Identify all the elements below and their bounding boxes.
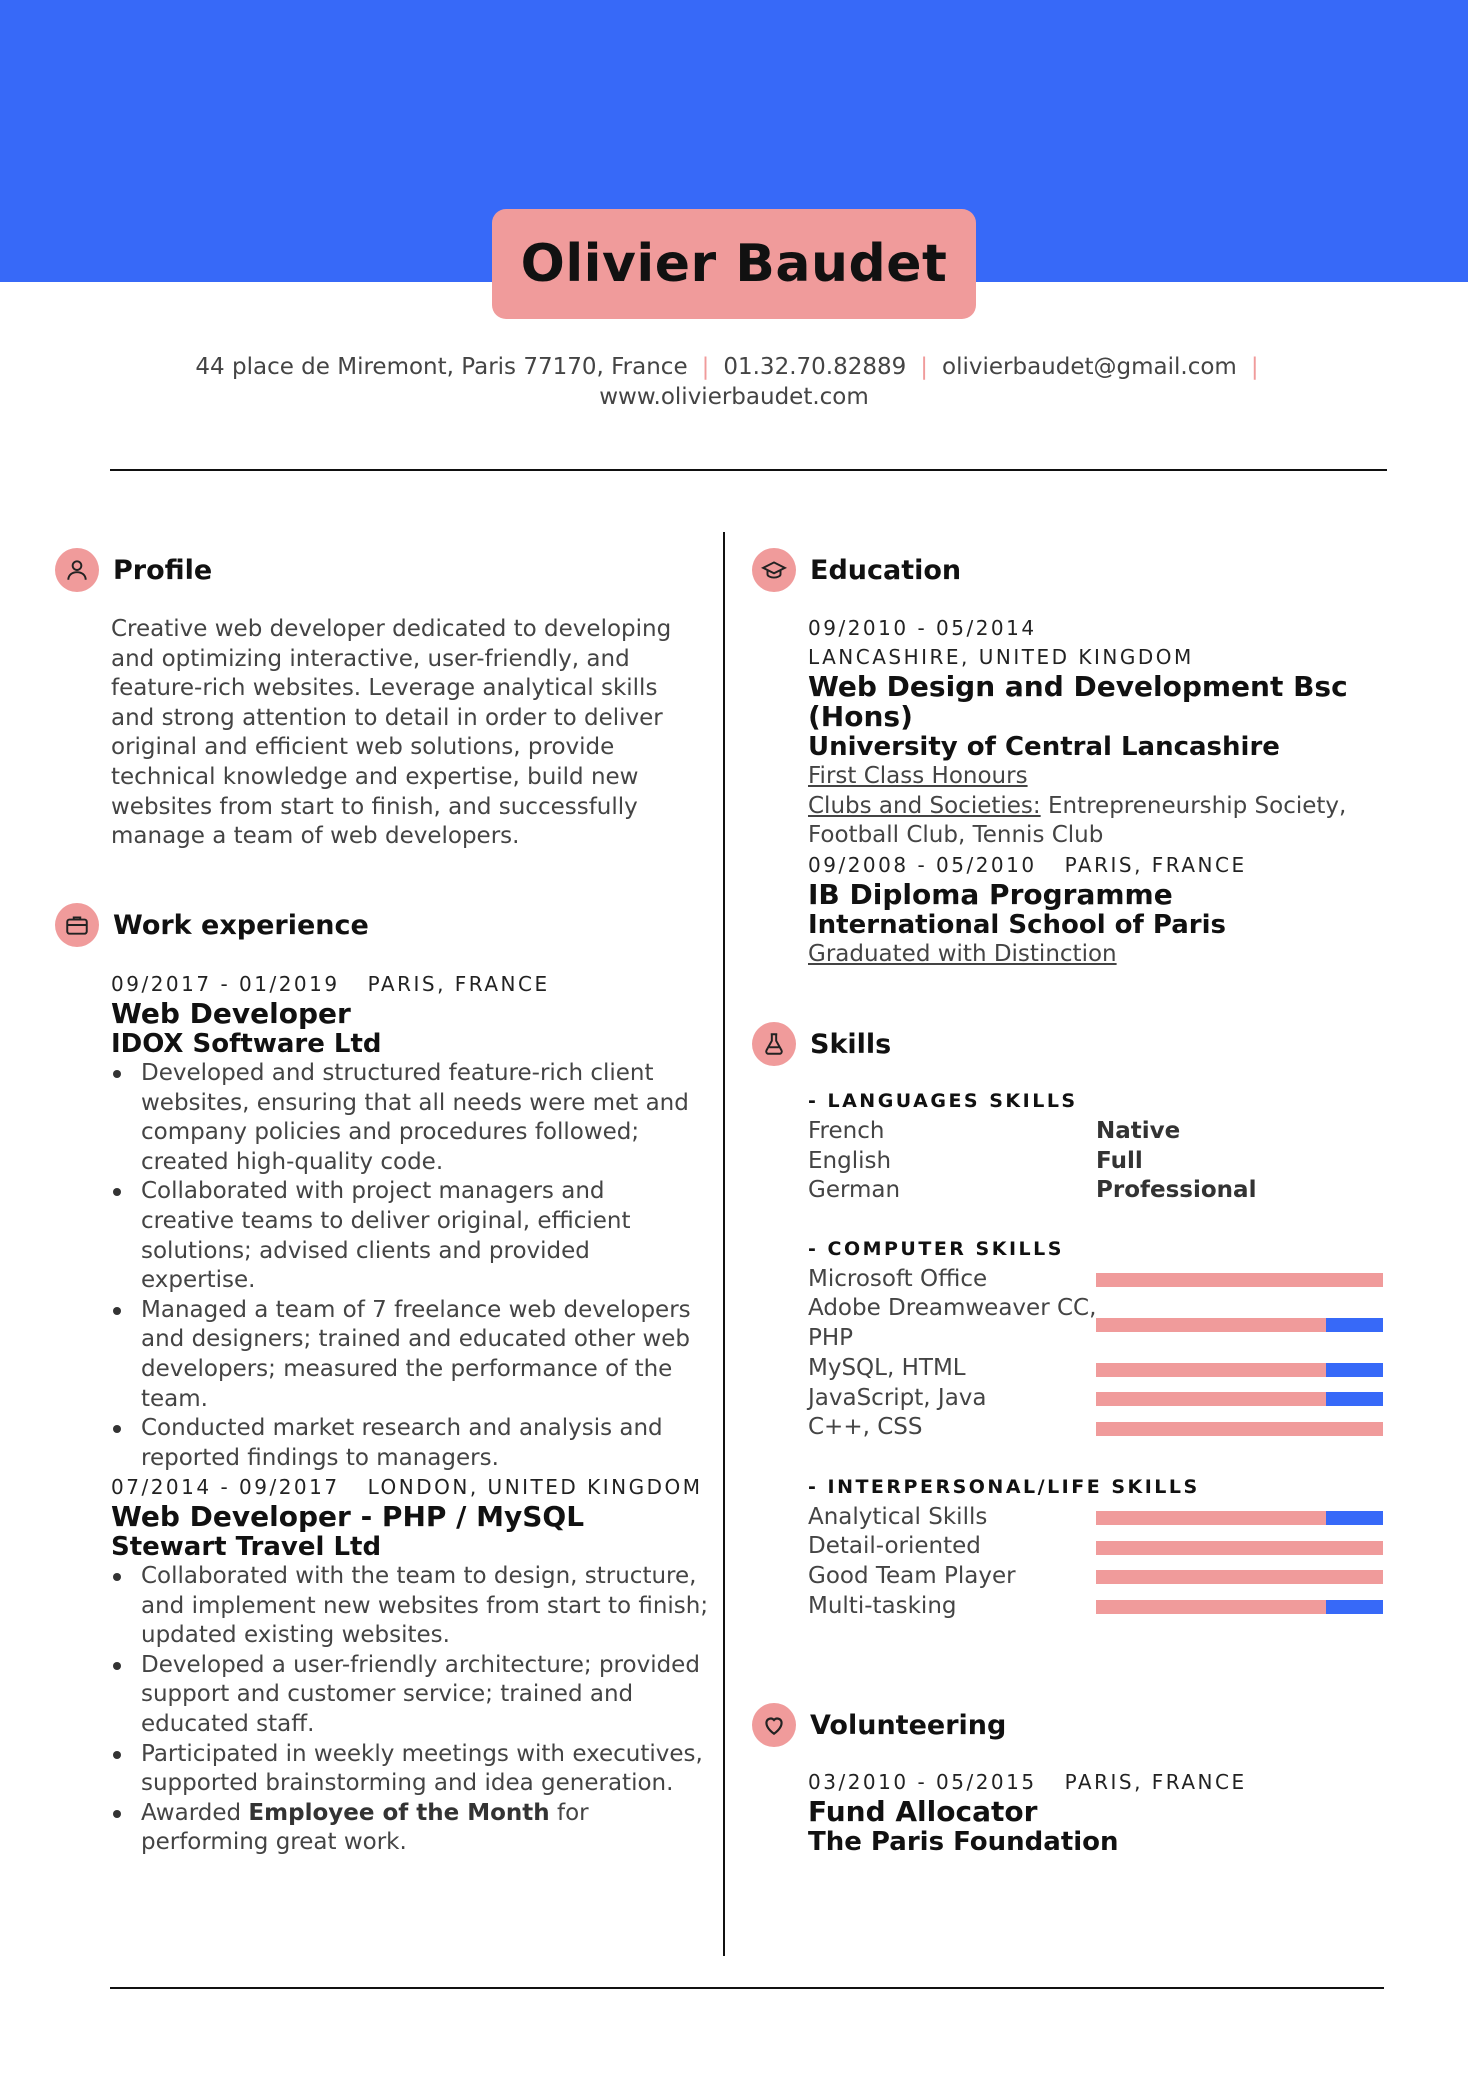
education-entry [808, 851, 1408, 970]
education-degree: Web Design and Development Bsc (Hons) [808, 670, 1348, 733]
list-item [111, 1799, 711, 1858]
language-name: French [808, 1118, 885, 1144]
list-item: Collaborated with project managers and creative teams to deliver original, efficient solutions; advised clients and provided expertise. [111, 1177, 701, 1295]
profile-summary [111, 615, 701, 852]
graduation-cap-icon [752, 548, 796, 592]
education-honours: Graduated with Distinction [808, 941, 1117, 967]
language-level: Native [1096, 1118, 1181, 1144]
skill-name: Detail-oriented [808, 1533, 981, 1559]
education-location: PARIS, FRANCE [1064, 853, 1247, 877]
volunteering-heading: Volunteering [810, 1709, 1007, 1741]
education-location: LANCASHIRE, UNITED KINGDOM [808, 645, 1194, 669]
heart-icon [752, 1703, 796, 1747]
list-item: Conducted market research and analysis and reported findings to managers. [111, 1414, 701, 1473]
skill-bar [1096, 1318, 1383, 1332]
job-location: PARIS, FRANCE [367, 972, 550, 996]
education-school: University of Central Lancashire [808, 732, 1280, 762]
volunteering-location: PARIS, FRANCE [1064, 1770, 1247, 1794]
skill-name [808, 1294, 1096, 1353]
bullet-text: Awarded [141, 1799, 249, 1826]
job-date-range: 09/2017 - 01/2019 [111, 972, 340, 996]
job-location: LONDON, UNITED KINGDOM [367, 1475, 703, 1499]
skill-bar-fill [1326, 1392, 1383, 1406]
contact-separator: | [920, 354, 929, 380]
skill-bar-fill [1326, 1318, 1383, 1332]
contact-separator: | [1250, 354, 1259, 380]
job-entry [111, 970, 701, 1473]
job-company: Stewart Travel Ltd [111, 1532, 382, 1562]
list-item: Developed a user-friendly architecture; provided support and customer service; trained and educated staff. [111, 1651, 711, 1740]
work-section-heading [55, 903, 369, 947]
bullet-text: for performing great work. [141, 1799, 589, 1856]
job-bullets [111, 1059, 701, 1473]
job-title: Web Developer [111, 997, 351, 1030]
job-date-range: 07/2014 - 09/2017 [111, 1475, 340, 1499]
education-date-range: 09/2008 - 05/2010 [808, 853, 1037, 877]
list-item: Developed and structured feature-rich client websites, ensuring that all needs were met and company policies and procedures followed; created high-quality code. [111, 1059, 701, 1177]
top-divider [110, 469, 1387, 471]
clubs-label: Clubs and Societies: [808, 792, 1041, 819]
job-dates [111, 970, 701, 999]
name-plate [492, 209, 976, 319]
skill-name: Multi-tasking [808, 1593, 957, 1619]
education-degree: IB Diploma Programme [808, 878, 1173, 911]
skill-bar [1096, 1422, 1383, 1436]
volunteering-dates [808, 1768, 1408, 1797]
skill-name: Microsoft Office [808, 1266, 988, 1292]
briefcase-icon [55, 903, 99, 947]
language-name: English [808, 1148, 892, 1174]
profile-section-heading [55, 548, 212, 592]
profile-heading: Profile [113, 554, 213, 586]
list-item: Managed a team of 7 freelance web developers and designers; trained and educated other web developers; measured the performance of the team. [111, 1296, 701, 1414]
skill-bar [1096, 1570, 1383, 1584]
skill-bar [1096, 1392, 1383, 1406]
education-heading: Education [810, 554, 962, 586]
skill-name: Analytical Skills [808, 1504, 988, 1530]
education-entry [808, 614, 1408, 851]
contact-address: 44 place de Miremont, Paris 77170, France [195, 354, 688, 380]
contact-info [0, 352, 1468, 412]
contact-website[interactable]: www.olivierbaudet.com [599, 384, 869, 410]
skill-name: Good Team Player [808, 1563, 1016, 1589]
job-title: Web Developer - PHP / MySQL [111, 1500, 585, 1533]
skill-bar [1096, 1511, 1383, 1525]
skill-name: JavaScript, Java [808, 1385, 987, 1411]
skill-bar-fill [1326, 1511, 1383, 1525]
skill-bar [1096, 1273, 1383, 1287]
education-clubs [808, 792, 1348, 851]
skill-name-line: Adobe Dreamweaver CC, [808, 1295, 1097, 1321]
clubs-list: Entrepreneurship Society, Football Club, Tennis Club [808, 792, 1347, 849]
profile-text: Creative web developer dedicated to developing and optimizing interactive, user-friendly, and feature-rich websites. Leverage analytical skills and strong attention to detail in order to deliver original and efficient web solutions, provide technical knowledge and expertise, build new websites from start to finish, and successfully manage a team of web developers. [111, 616, 672, 850]
job-bullets [111, 1562, 711, 1858]
education-dates: 09/2010 - 05/2014 [808, 616, 1037, 640]
bottom-divider [110, 1987, 1384, 1989]
job-company: IDOX Software Ltd [111, 1029, 382, 1059]
person-icon [55, 548, 99, 592]
language-level: Professional [1096, 1177, 1257, 1203]
volunteering-entry [808, 1768, 1408, 1857]
contact-phone: 01.32.70.82889 [723, 354, 907, 380]
contact-separator: | [701, 354, 710, 380]
language-name: German [808, 1177, 901, 1203]
computer-skills-heading: - COMPUTER SKILLS [808, 1238, 1064, 1260]
education-honours: First Class Honours [808, 763, 1028, 789]
volunteering-org: The Paris Foundation [808, 1827, 1119, 1857]
job-dates [111, 1473, 711, 1502]
bullet-emphasis: Employee of the Month [248, 1799, 550, 1826]
education-dates [808, 851, 1408, 880]
education-school: International School of Paris [808, 910, 1227, 940]
job-entry [111, 1473, 711, 1858]
candidate-name: Olivier Baudet [520, 234, 948, 294]
list-item: Participated in weekly meetings with executives, supported brainstorming and idea generation. [111, 1740, 711, 1799]
work-heading: Work experience [113, 909, 369, 941]
flask-icon [752, 1022, 796, 1066]
skill-bar [1096, 1600, 1383, 1614]
column-divider [723, 532, 725, 1956]
skill-name-line: PHP [808, 1324, 854, 1351]
skills-heading: Skills [810, 1028, 892, 1060]
interpersonal-skills-heading: - INTERPERSONAL/LIFE SKILLS [808, 1476, 1200, 1498]
languages-skills-heading: - LANGUAGES SKILLS [808, 1090, 1078, 1112]
language-level: Full [1096, 1148, 1143, 1174]
skill-bar [1096, 1363, 1383, 1377]
volunteering-date-range: 03/2010 - 05/2015 [808, 1770, 1037, 1794]
volunteering-role: Fund Allocator [808, 1795, 1038, 1828]
skill-bar [1096, 1541, 1383, 1555]
skills-section-heading [752, 1022, 891, 1066]
skill-name: MySQL, HTML [808, 1355, 966, 1381]
contact-email[interactable]: olivierbaudet@gmail.com [942, 354, 1237, 380]
skill-bar-fill [1326, 1363, 1383, 1377]
list-item: Collaborated with the team to design, structure, and implement new websites from start to finish; updated existing websites. [111, 1562, 711, 1651]
skill-name: C++, CSS [808, 1414, 923, 1440]
skill-bar-fill [1326, 1600, 1383, 1614]
volunteering-section-heading [752, 1703, 1006, 1747]
education-section-heading [752, 548, 961, 592]
